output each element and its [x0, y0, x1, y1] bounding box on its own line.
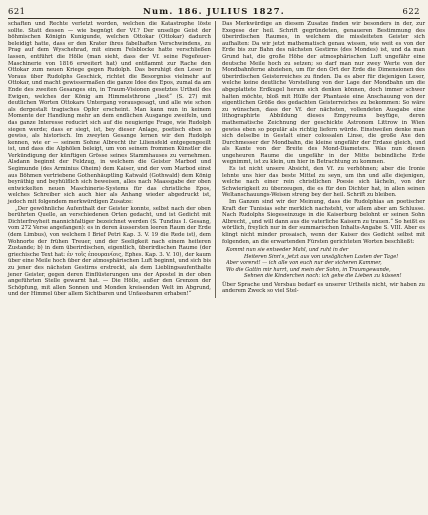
right-page-number: 622 [402, 6, 420, 16]
paragraph: Über Sprache und Versbau bedarf es unserer Urtheils nicht, wir haben zu anderem Zweck so viel Stel- [222, 281, 425, 295]
left-column [8, 21, 216, 298]
right-column [222, 21, 425, 298]
left-page-number: 621 [8, 6, 26, 16]
verse-line: Sehnen die Kinderchen noch: ich gehe die Lieben zu küssen! [244, 273, 402, 280]
text-columns [8, 21, 425, 298]
verse-line: Aber vorerst! — ich alle von euch nur der sicheren Kammer, [226, 260, 382, 267]
verse-line: Kommt nun sie entweder Mahl, und ruht in der [226, 247, 349, 254]
paragraph: Im Ganzen sind wir der Meinung, dass die Rudolphias an poetischer Kraft der Tunisias sehr merklich nachsteht, vor allem aber am Schlusse. Nach Rudolphs Siegeseinzuge in die Kaiserburg belohnt er seinen Sohn Albrecht, „und will dann aus die vaterliche Kaisern zu trauen.“ So heißt es wörtlich, freylich nur in der summarischen Inhalts-Angabe S. VIII. Aber es klingt nicht minder prosaisch, wenn der Kaiser des Gedicht selbst mit folgenden, an die erwartenden Fürsten gerichteten Worten beschließt: [222, 199, 425, 245]
paragraph: Das Merkwürdige an diesem Zusatze finden wir besonders in der, zur Exegese der heil. Schrift gegründeten, genaueren Bestimmung des überirdischen Raumes, in welchem die missleiteten Geister sich aufhalten: Da wir jetzt mathematisch genau wissen, wie weit es von der Erde bis zur Bahn des nächsten Gestirns (des Mondes) ist, und da man Grund hat, die große Höhe der atmosphärischen Luft ungefähr eine deutsche Meile hoch zu setzen; so darf man nur zwey Werte von der Mondbahnferne abziehen, um für den Ort der Erde die Dimensionen des überirdischen Geisterreiches zu finden. Da es aber für diejenigen Leser, welche keine deutliche Vorstellung von der Lage der Mondbahn um die abgeplattete Erdkugel herum sich denken können, doch immer schwer halten möchte, bloß mit Hülfe der Phantasie eine Anschauung von der eigentlichen Größe des gedachten Geisterreiches zu bekommen: So wäre zu wünschen, dass der Vf. der nächsten, vollendeten Ausgabe eine lithographirte Abbildung dieses Empyreums beyfüge, deren mathematische Zeichnung der geschickte Astronom Littrow in Wien gewiss eben so populär als richtig liefern würde. Einstweilen denke man sich delselbe in Gestalt einer colossalen Linse, die große Axe den Durchmesser der Mondbahn, die kleine ungefähr der Erdaxe gleich, und als Kante von der Breite des Mond-Diameters. Was nun diesen ungeheuren Raume die ungefähr in der Mitte bebindliche Erde wegnimmt, ist zu klein, um hier in Betrachtung zu kommen. [222, 21, 425, 166]
verse-line: Heiteren Sinn's, jetzt aus von unsäglichen Lasten der Tage! [244, 253, 399, 260]
paragraph: Es ist nicht unsere Absicht, den Vf. zu verhöhnen; aber die Ironie lehnte uns hier das beste Mittel zu seyn, um ihn und alle diejenigen, welche nach einer rein christlichen Poesie sich lächeln, von der Schwierigkeit zu überzeugen, die es für den Dichter hat, in allen seinen Weltanschauungs-Weisen streng bey der heil. Schrift zu bleiben. [222, 166, 425, 199]
issue-line: Num. 186. JULIUS 1827. [143, 6, 285, 16]
paragraph: „Der gewöhnliche Aufenthalt der Geister konnte, selbst nach der oben berührten Quelle, an verschiedenen Orten gedacht, und ist Gedicht mit Dichterfreyheit mannichfaltiger bezeichnet werden (S. Tundius I. Gesang, vom 272 Verse angefangen): es in deren äussersten leeren Raum der Erde (dem Limbus), von welchem I Brief Petri Kap. 3. V. 19 die Rede ist), dem Wohnorte der frühen Treuer, und der Seeligkeit nach einem heiteren Zustande; b) in dem überirdischen, eigentlich, überirdischen Raume (der griechische Text hat: ἐν τοῖς ἐπουρανίοις, Ephes. Kap. 3. V. 10), der kaum über eine Meile hoch über der atmosphärischen Luft beginnt, und sich bis zu jener des nächsten Gestirns erstreckt, als dem Lieblingsaufenthalte jener Geister, gegen deren Einflüsterungen uns der Apostel in der oben angeführten Stelle gewarnt hat. — Die Hölle, außer den Grenzen der Schöpfung, mit allen Sonnen und Monden kreisenden Welt im Abgrund, und der Himmel über allem Sichtbaren und Unfassbaren erhaben!“ [8, 205, 211, 298]
verse-quotation [226, 247, 425, 280]
verse-line: Wo die Gattin mir harrt, und mein der Sohn, in Traumgewande, [226, 266, 391, 273]
paragraph: schaften und Rechte verletzt worden, welchen die Katastrophe löste sollte. Statt dessen — wie begnügt der Vf.? Der unselige Geist der böhmischen Königin Kunigunde, welchen Ottokar (Ottokar) dadurch beleidigt hatte, dass er den Krater ihres fabelhaften Verschwindens, zu Prag auf dem Wyschehrad, mit einem Felsblocke hatte verschließen lassen, entführt die Hölle (man sieht, dass der Vf. seine Fegefeuer-Maschinerie von 1816 erweitert hat) und entflammt zur Rache den Ottokar zum neuen Kriege gegen Rudolph. Das beruhigt den Leser in Voraus über Rudolphs Geschick, richtet die Besorgniss vielmehr auf Ottokar, und macht gewissermaßen die ganze Idee des Epos, zumal da am Ende des zweiten Gesanges ein, in Traum-Visionen gesetztes Urtheil des Ewigen, welches der König am Himmelsthrone „liest“ (S. 27) mit deutlichen Worten Ottokars Untergang vorausgesagt, und alle wie schon als dergestalt tragisches Opfer erscheint. Man kann nun in keinem Momente der Handlung mehr an dem endlichen Ausgange zweifeln, und das ganze Interesse reducirt sich auf die neugierige Frage, wie Rudolph siegen werde; dass er siegt, ist, bey dieser Anlage, poetisch eben so gewiss, als historisch. Im zweyten Gesange lernen wir den Rudolph kennen, wie er — seinem Sohne Albrecht ihr Liliensfeld entgegengeeilt ist, und dass die Alphölen beleigt, um von seinem frommen Künstler die Verkündigung der künftigen Grösse seines Stammhauses zu vernehmen. Alsdann beginnt der Feldzug, in welchem die Geister Marbod und Segimunde (des Arminius Oheim) dem Kaiser, und der vom Marbod einst aus Böhmen vertriebene Gothenhäuptling Katwald (Gothwald) dem König beyräthig und beyhülflich sich beweisen, alles nach Maassgabe der oben entwickelten neuen Maschinerie-Systems für das christliche Epos, welches Schreiber sich auch hier als Anhang wieder abgedruckt ist, jedoch mit folgendem merkwürdigen Zusatze: [8, 21, 211, 206]
page-header [8, 6, 420, 19]
